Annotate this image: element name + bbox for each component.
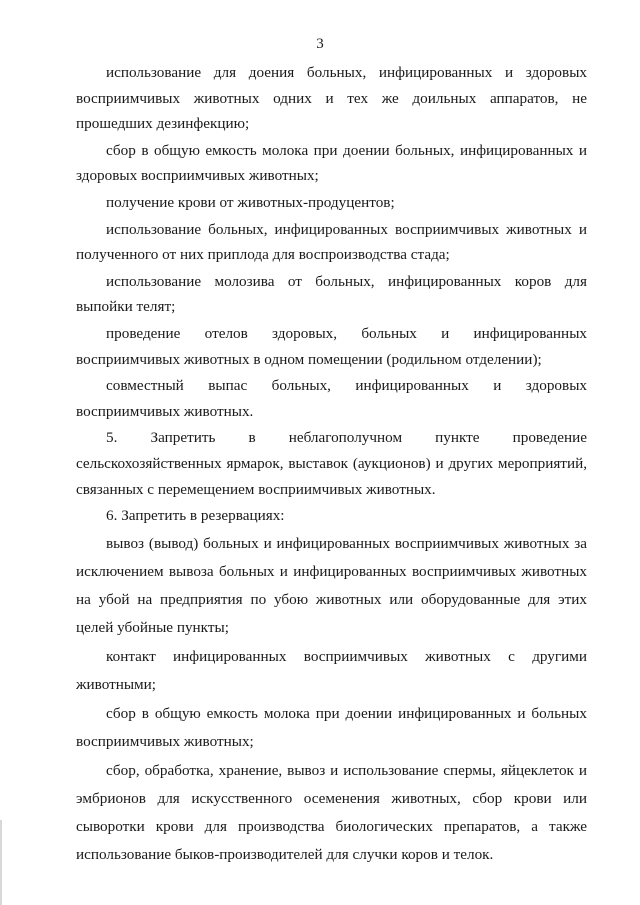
paragraph: 6. Запретить в резервациях: [106,507,285,525]
page-number: 3 [316,36,324,52]
scan-edge-shadow [0,820,2,905]
paragraph: использование больных, инфицированных восприимчивых животных и полученного от них приплода для воспроизводства стада; [76,220,587,264]
paragraph: использование молозива от больных, инфицированных коров для выпойки телят; [76,272,587,316]
paragraph: совместный выпас больных, инфицированных и здоровых восприимчивых животных. [76,377,587,420]
paragraph: сбор в общую емкость молока при доении инфицированных и больных восприимчивых животных; [76,704,587,750]
paragraph: проведение отелов здоровых, больных и инфицированных восприимчивых животных в одном помещении (родильном отделении); [76,324,587,368]
paragraph: использование для доения больных, инфицированных и здоровых восприимчивых животных одних и тех же доильных аппаратов, не прошедших дезинфекцию; [76,64,587,133]
paragraph: получение крови от животных-продуцентов; [106,193,395,211]
paragraph: сбор, обработка, хранение, вывоз и использование спермы, яйцеклеток и эмбрионов для искусственного осеменения животных, сбор крови или сыворотки крови для производства биологических препаратов, а также использование быков-производителей для случки коров и телок. [76,761,587,863]
paragraph: вывоз (вывод) больных и инфицированных восприимчивых животных за исключением вывоза больных и инфицированных восприимчивых животных на убой на предприятия по убою животных или оборудованные для этих целей убойные пункты; [76,534,587,636]
paragraph: сбор в общую емкость молока при доении больных, инфицированных и здоровых восприимчивых животных; [76,141,587,185]
document-body [76,60,587,869]
paragraph: контакт инфицированных восприимчивых животных с другими животными; [76,647,587,693]
paragraph: 5. Запретить в неблагополучном пункте проведение сельскохозяйственных ярмарок, выставок (аукционов) и других мероприятий, связанных с перемещением восприимчивых животных. [76,429,587,498]
